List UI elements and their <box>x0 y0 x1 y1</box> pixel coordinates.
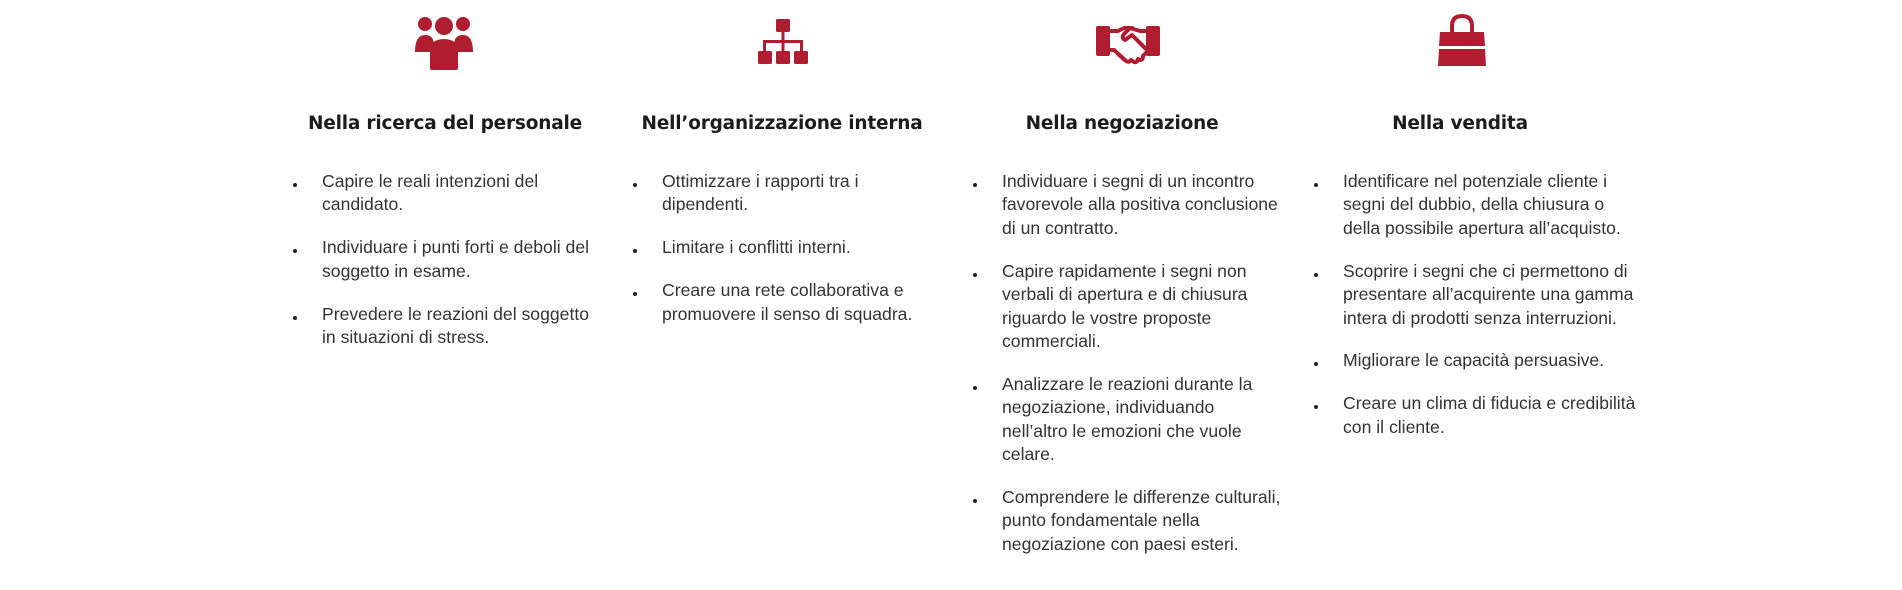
column-title: Nell’organizzazione interna <box>641 113 923 134</box>
list-item: Identificare nel potenziale cliente i segni del dubbio, della chiusura o della possibile apertura all’acquisto. <box>1343 170 1643 240</box>
list-item: Capire rapidamente i segni non verbali di apertura e di chiusura riguardo le vostre proposte commerciali. <box>1002 260 1282 354</box>
column-title: Nella vendita <box>1392 113 1528 134</box>
list-item: Scoprire i segni che ci permettono di presentare all’acquirente una gamma intera di prodotti senza interruzioni. <box>1343 260 1643 330</box>
list-item: Analizzare le reazioni durante la negoziazione, individuando nell’altro le emozioni che vuole celare. <box>1002 373 1282 467</box>
users-group-icon <box>415 14 473 72</box>
handshake-icon <box>1094 14 1162 72</box>
bullet-list <box>1002 170 1282 576</box>
list-item: Migliorare le capacità persuasive. <box>1343 349 1643 372</box>
list-item: Ottimizzare i rapporti tra i dipendenti. <box>662 170 947 217</box>
list-item: Individuare i punti forti e deboli del soggetto in esame. <box>322 236 607 283</box>
list-item: Creare una rete collaborativa e promuovere il senso di squadra. <box>662 279 947 326</box>
bullet-list <box>322 170 607 369</box>
list-item: Individuare i segni di un incontro favorevole alla positiva conclusione di un contratto. <box>1002 170 1282 240</box>
bullet-list <box>662 170 947 346</box>
list-item: Creare un clima di fiducia e credibilità con il cliente. <box>1343 392 1643 439</box>
column-title: Nella ricerca del personale <box>308 113 582 134</box>
shopping-bag-icon <box>1436 14 1488 72</box>
list-item: Prevedere le reazioni del soggetto in situazioni di stress. <box>322 303 607 350</box>
bullet-list <box>1343 170 1643 459</box>
column-title: Nella negoziazione <box>1025 113 1219 134</box>
list-item: Limitare i conflitti interni. <box>662 236 947 259</box>
list-item: Comprendere le differenze culturali, punto fondamentale nella negoziazione con paesi esteri. <box>1002 486 1282 556</box>
org-chart-icon <box>757 14 809 72</box>
list-item: Capire le reali intenzioni del candidato. <box>322 170 607 217</box>
